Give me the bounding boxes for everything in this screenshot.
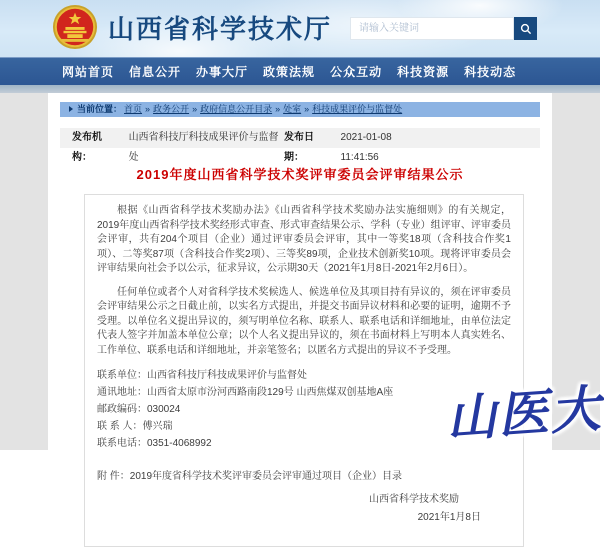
nav-item-info-disclosure[interactable]: 信息公开 (129, 65, 182, 79)
site-title: 山西省科学技术厅 (108, 13, 333, 44)
breadcrumb-link-current-dept[interactable]: 科技成果评价与监督处 (312, 104, 403, 114)
search-bar (350, 17, 537, 40)
breadcrumb-link-office[interactable]: 处室 (283, 104, 302, 114)
breadcrumb-separator: » (304, 104, 310, 114)
breadcrumb-separator: » (192, 104, 198, 114)
breadcrumb-link-home[interactable]: 首页 (124, 104, 143, 114)
nav-item-tech-resources[interactable]: 科技资源 (397, 65, 450, 79)
attachment-link[interactable]: 2019年度省科学技术奖评审委员会评审通过项目（企业）目录 (129, 471, 403, 482)
signature-agency: 山西省科学技术奖励 (369, 493, 459, 505)
publish-agency-value: 山西省科技厅科技成果评价与监督处 (128, 132, 279, 163)
contact-address: 通讯地址：山西省太原市汾河西路南段129号 山西焦煤双创基地A座 (97, 387, 394, 398)
article-paragraph: 任何单位或者个人对省科学技术奖候选人、候选单位及其项目持有异议的，须在评审委员会评审结果公示之日截止前，以实名方式提出，并提交书面异议材料和必要的证明，逾期不予受理。以单位名义提出异议的，须写明单位名称、联系人、联系电话和详细地址，由单位法定代表人签字并加盖本单位公章；以个人名义提出异议的，须在书面材料上写明本人真实姓名、工作单位、联系电话和详细地址，并亲笔签名；以匿名方式提出的异议不予受理。 (97, 286, 511, 356)
article-title: 2019年度山西省科学技术奖评审委员会评审结果公示 (136, 167, 464, 182)
contact-person: 联 系 人：傅兴瑞 (97, 421, 173, 432)
nav-item-policies[interactable]: 政策法规 (263, 65, 316, 79)
breadcrumb (60, 102, 540, 117)
publish-meta-bar (60, 128, 540, 163)
breadcrumb-link-info-catalog[interactable]: 政府信息公开目录 (200, 104, 273, 114)
main-area (0, 93, 600, 523)
site-header (0, 0, 600, 57)
search-input[interactable] (350, 17, 514, 40)
contact-block (97, 367, 511, 452)
search-button[interactable] (514, 17, 537, 40)
breadcrumb-link-gov-disclosure[interactable]: 政务公开 (153, 104, 190, 114)
breadcrumb-label: 当前位置： (77, 104, 123, 114)
breadcrumb-separator: » (145, 104, 151, 114)
article-body (84, 194, 524, 547)
contact-postcode: 邮政编码：030024 (97, 404, 181, 415)
signature-date: 2021年1月8日 (417, 512, 481, 523)
nav-item-tech-news[interactable]: 科技动态 (464, 65, 517, 79)
shanxi-medical-university-watermark-logo: 山医大 (444, 380, 604, 448)
nav-divider-strip (0, 85, 600, 93)
publish-date-label: 发布日期： (283, 132, 314, 163)
main-nav (0, 57, 600, 85)
site-brand (52, 4, 332, 50)
nav-item-home[interactable]: 网站首页 (62, 65, 115, 79)
nav-item-service-hall[interactable]: 办事大厅 (196, 65, 249, 79)
attachment-row (97, 470, 511, 485)
nav-item-public-interaction[interactable]: 公众互动 (330, 65, 383, 79)
breadcrumb-separator: » (275, 104, 281, 114)
national-emblem-icon (52, 4, 98, 50)
article-paragraph: 根据《山西省科学技术奖励办法》《山西省科学技术奖励办法实施细则》的有关规定，2019年度山西省科学技术奖经形式审查、形式审查结果公示、学科（专业）组评审、评审委员会评审，共有204个项目（企业）通过评审委员会评审，其中一等奖18项（含科技合作奖1项）、二等奖87项（含科技合作奖2项）、三等奖89项，企业技术创新奖10项。现将评审委员会评审结果向社会予以公示，征求异议，公示期30天（2021年1月8日-2021年2月6日）。 (97, 205, 511, 274)
attachment-label: 附 件： (97, 471, 130, 482)
content-card (48, 93, 552, 523)
contact-unit: 联系单位：山西省科技厅科技成果评价与监督处 (97, 370, 307, 381)
contact-phone: 联系电话：0351-4068992 (97, 438, 212, 449)
publish-date-value: 2021-01-08 11:41:56 (340, 132, 392, 163)
publish-agency-label: 发布机构： (72, 132, 102, 163)
search-icon (520, 23, 532, 35)
breadcrumb-arrow-icon (69, 106, 73, 112)
